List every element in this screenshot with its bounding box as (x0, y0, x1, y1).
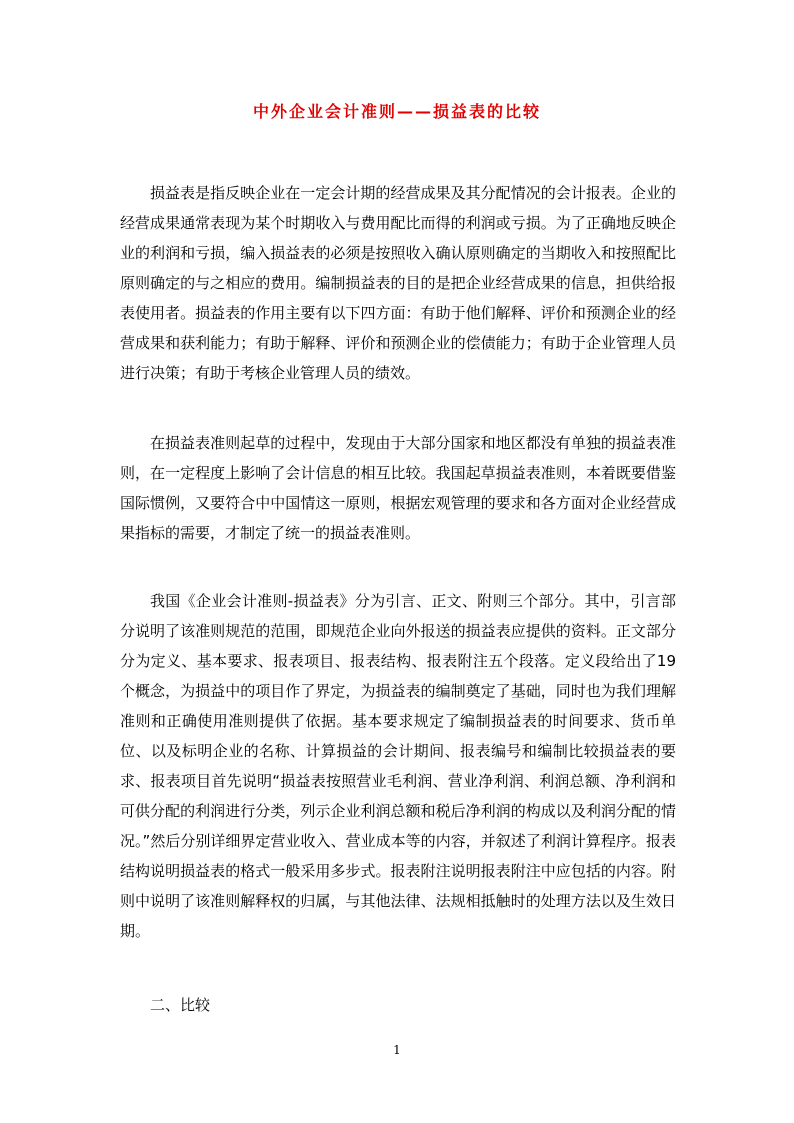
paragraph-standard-structure: 我国《企业会计准则-损益表》分为引言、正文、附则三个部分。其中，引言部分说明了该准则规范的范围，即规范企业向外报送的损益表应提供的资料。正文部分分为定义、基本要求、报表项目、报表结构、报表附注五个段落。定义段给出了19个概念，为损益中的项目作了界定，为损益表的编制奠定了基础，同时也为我们理解准则和正确使用准则提供了依据。基本要求规定了编制损益表的时间要求、货币单位、以及标明企业的名称、计算损益的会计期间、报表编号和编制比较损益表的要求、报表项目首先说明“损益表按照营业毛利润、营业净利润、利润总额、净利润和可供分配的利润进行分类，列示企业利润总额和税后净利润的构成以及利润分配的情况。”然后分别详细界定营业收入、营业成本等的内容，并叙述了利润计算程序。报表结构说明损益表的格式一般采用多步式。报表附注说明报表附注中应包括的内容。附则中说明了该准则解释权的归属，与其他法律、法规相抵触时的处理方法以及生效日期。 (120, 592, 676, 940)
document-title: 中外企业会计准则——损益表的比较 (252, 102, 541, 121)
page-number: 1 (393, 1043, 401, 1057)
paragraph-income-statement-definition: 损益表是指反映企业在一定会计期的经营成果及其分配情况的会计报表。企业的经营成果通常表现为某个时期收入与费用配比而得的利润或亏损。为了正确地反映企业的利润和亏损，编入损益表的必须是按照收入确认原则确定的当期收入和按照配比原则确定的与之相应的费用。编制损益表的目的是把企业经营成果的信息，担供给报表使用者。损益表的作用主要有以下四方面：有助于他们解释、评价和预测企业的经营成果和获利能力；有助于解释、评价和预测企业的偿债能力；有助于企业管理人员进行决策；有助于考核企业管理人员的绩效。 (120, 184, 676, 382)
paragraph-standard-drafting: 在损益表准则起草的过程中，发现由于大部分国家和地区都没有单独的损益表准则，在一定程度上影响了会计信息的相互比较。我国起草损益表准则，本着既要借鉴国际惯例，又要符合中中国情这一原则，根据宏观管理的要求和各方面对企业经营成果指标的需要，才制定了统一的损益表准则。 (120, 434, 676, 542)
section-heading-comparison: 二、比较 (150, 996, 211, 1014)
